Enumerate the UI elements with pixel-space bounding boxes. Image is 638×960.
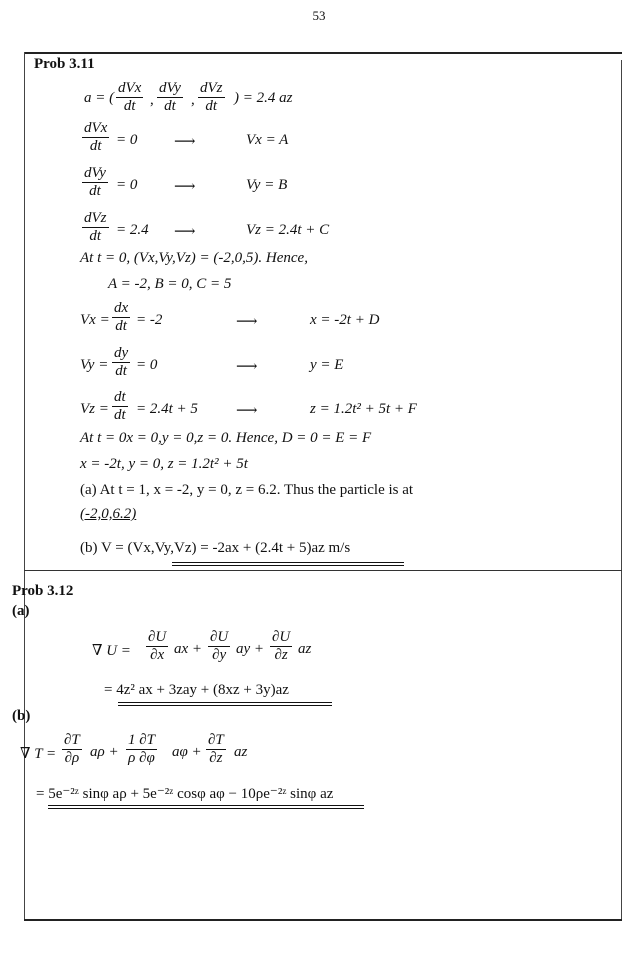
frac-num: dVz bbox=[200, 80, 223, 96]
grad-lhs: ∇ U = bbox=[92, 643, 131, 659]
frac-num: dVz bbox=[84, 210, 107, 226]
double-underline bbox=[118, 702, 332, 706]
eq-result: y = E bbox=[310, 357, 344, 373]
right-arrow-icon: ⟶ bbox=[236, 403, 258, 419]
eq-lhs: Vz = bbox=[80, 401, 109, 417]
eq-result: Vz = 2.4t + C bbox=[246, 222, 330, 238]
accel-rhs: ) = 2.4 az bbox=[234, 90, 293, 106]
right-arrow-icon: ⟶ bbox=[236, 359, 258, 375]
frac-num: dVx bbox=[84, 120, 108, 136]
frac-dvy-dt bbox=[157, 80, 183, 115]
frac-num: dx bbox=[114, 300, 129, 316]
unit-vector-term: ax + bbox=[174, 641, 203, 657]
frac-dt-dphi bbox=[126, 732, 157, 767]
eq-lhs: Vx = bbox=[80, 312, 110, 328]
eq-rhs: = 0 bbox=[136, 357, 158, 373]
frac-den: dt bbox=[89, 138, 102, 154]
unit-vector-term: az bbox=[298, 641, 312, 657]
frac-num: dt bbox=[114, 389, 126, 405]
frac-du-dz bbox=[270, 629, 292, 664]
part-a-statement: (a) At t = 1, x = -2, y = 0, z = 6.2. Thus the particle is at bbox=[80, 482, 414, 498]
problem-title-3-12: Prob 3.12 bbox=[12, 583, 74, 599]
frac-den: dt bbox=[89, 228, 102, 244]
frac-dt-dz bbox=[206, 732, 226, 767]
frame-right-rule bbox=[621, 60, 622, 920]
initial-condition-line-2: At t = 0x = 0,y = 0,z = 0. Hence, D = 0 = E = F bbox=[80, 430, 372, 446]
position-solution: x = -2t, y = 0, z = 1.2t² + 5t bbox=[80, 456, 248, 472]
frame-top-rule bbox=[24, 52, 622, 54]
frac-den: ∂y bbox=[212, 647, 227, 663]
frame-left-rule bbox=[24, 52, 25, 920]
frac-du-dy bbox=[208, 629, 230, 664]
frac-num: ∂U bbox=[272, 629, 291, 645]
frac-num: dy bbox=[114, 345, 129, 361]
frac-den: dt bbox=[205, 98, 218, 114]
frac-du-dx bbox=[146, 629, 168, 664]
frac-num: ∂U bbox=[148, 629, 167, 645]
frac-den: ∂z bbox=[274, 647, 288, 663]
problem-title-3-11: Prob 3.11 bbox=[34, 56, 95, 72]
frac-num: dVy bbox=[84, 165, 106, 181]
comma: , bbox=[191, 92, 195, 108]
constants-line: A = -2, B = 0, C = 5 bbox=[108, 276, 232, 292]
frac-dvx-dt bbox=[82, 120, 109, 155]
frac-den: dt bbox=[114, 407, 126, 423]
right-arrow-icon: ⟶ bbox=[236, 314, 258, 330]
eq-rhs: = 2.4 bbox=[116, 222, 149, 238]
frac-num: dVx bbox=[118, 80, 142, 96]
eq-result: Vx = A bbox=[246, 132, 289, 148]
comma: , bbox=[150, 92, 154, 108]
frac-dvy-dt bbox=[82, 165, 108, 200]
eq-rhs: = 0 bbox=[116, 132, 138, 148]
frac-dvz-dt bbox=[198, 80, 225, 115]
double-underline bbox=[48, 805, 364, 809]
frac-den: dt bbox=[89, 183, 101, 199]
frac-dvz-dt bbox=[82, 210, 109, 245]
part-a-result: (-2,0,6.2) bbox=[80, 506, 137, 522]
frac-den: dt bbox=[164, 98, 176, 114]
frac-den: ∂ρ bbox=[64, 750, 80, 766]
initial-condition-line: At t = 0, (Vx,Vy,Vz) = (-2,0,5). Hence, bbox=[80, 250, 308, 266]
eq-rhs: = 0 bbox=[116, 177, 138, 193]
frac-dx-dt bbox=[112, 300, 130, 335]
frac-dz-dt bbox=[112, 389, 128, 424]
frac-num: ∂U bbox=[210, 629, 229, 645]
right-arrow-icon: ⟶ bbox=[174, 134, 196, 150]
gradient-u-result: = 4z² ax + 3zay + (8xz + 3y)az bbox=[104, 682, 289, 698]
accel-lhs: a = ( bbox=[84, 90, 115, 106]
frac-dy-dt bbox=[112, 345, 130, 380]
frac-num: ∂T bbox=[208, 732, 224, 748]
eq-result: z = 1.2t² + 5t + F bbox=[310, 401, 417, 417]
eq-rhs: = -2 bbox=[136, 312, 163, 328]
frac-den: dt bbox=[115, 318, 127, 334]
right-arrow-icon: ⟶ bbox=[174, 179, 196, 195]
unit-vector-term: ay + bbox=[236, 641, 265, 657]
gradient-t-result: = 5e⁻²ᶻ sinφ aρ + 5e⁻²ᶻ cosφ aφ − 10ρe⁻²ᶻ sinφ az bbox=[36, 786, 334, 802]
grad-lhs: ∇ T = bbox=[20, 746, 57, 762]
part-b-statement: (b) V = (Vx,Vy,Vz) = -2ax + (2.4t + 5)az m/s bbox=[80, 540, 351, 556]
frac-num: dVy bbox=[159, 80, 181, 96]
eq-result: x = -2t + D bbox=[310, 312, 380, 328]
frame-bottom-rule bbox=[24, 919, 622, 921]
section-divider bbox=[24, 570, 622, 571]
frac-den: ∂x bbox=[150, 647, 165, 663]
unit-vector-term: az bbox=[234, 744, 248, 760]
frac-den: dt bbox=[115, 363, 127, 379]
eq-rhs: = 2.4t + 5 bbox=[136, 401, 198, 417]
frac-den: dt bbox=[123, 98, 136, 114]
eq-result: Vy = B bbox=[246, 177, 288, 193]
frac-den: ∂z bbox=[209, 750, 223, 766]
part-b-label: (b) bbox=[12, 708, 31, 724]
unit-vector-term: aρ + bbox=[90, 744, 119, 760]
frac-den: ρ ∂φ bbox=[128, 750, 155, 766]
double-underline bbox=[172, 562, 404, 566]
frac-num: 1 ∂T bbox=[128, 732, 156, 748]
frac-num: ∂T bbox=[64, 732, 80, 748]
part-a-label: (a) bbox=[12, 603, 30, 619]
unit-vector-term: aφ + bbox=[172, 744, 202, 760]
page-number: 53 bbox=[312, 8, 326, 23]
frac-dvx-dt bbox=[116, 80, 143, 115]
eq-lhs: Vy = bbox=[80, 357, 109, 373]
right-arrow-icon: ⟶ bbox=[174, 224, 196, 240]
frac-dt-drho bbox=[62, 732, 82, 767]
